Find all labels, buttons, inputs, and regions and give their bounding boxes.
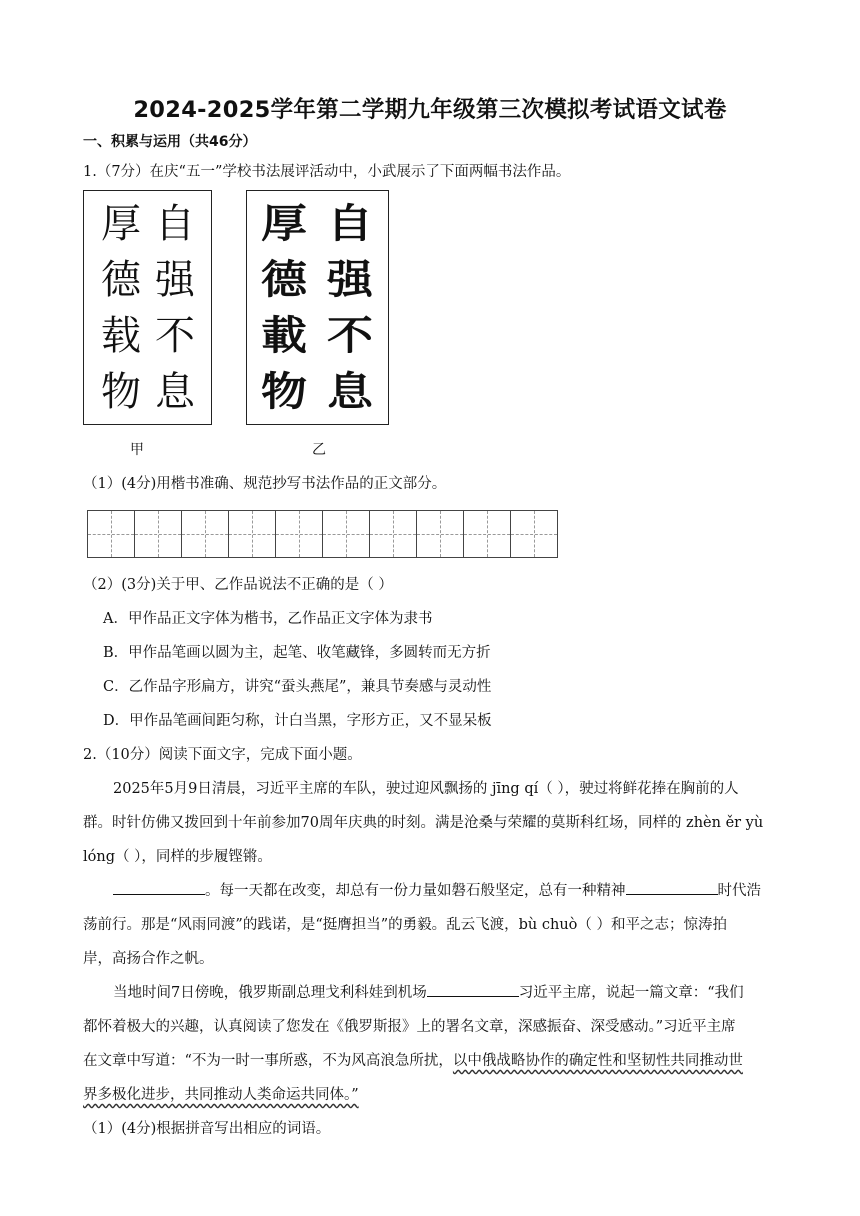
passage-line: 群。时针仿佛又拨回到十年前参加70周年庆典的时刻。满是沧桑与荣耀的莫斯科红场，同样的 zhèn ěr yù xyxy=(83,815,764,831)
passage-line xyxy=(83,1083,359,1104)
grid-cell[interactable] xyxy=(511,510,558,558)
answer-blank[interactable] xyxy=(626,880,718,895)
passage-line: 都怀着极大的兴趣，认真阅读了您发在《俄罗斯报》上的署名文章，深感振奋、深受感动。”习近平主席 xyxy=(83,1019,736,1035)
calligraphy-char: 厚 xyxy=(101,201,141,247)
calligraphy-char: 载 xyxy=(101,313,141,359)
passage-line: 。每一天都在改变，却总有一份力量如磐石般坚定，总有一种精神 时代浩 xyxy=(113,879,761,900)
calligraphy-work-b xyxy=(246,190,389,425)
question-2-sub1: （1）(4分)根据拼音写出相应的词语。 xyxy=(83,1121,331,1137)
answer-blank[interactable] xyxy=(427,982,519,997)
grid-cell[interactable] xyxy=(417,510,464,558)
passage-line: lóng（ ），同样的步履铿锵。 xyxy=(83,849,272,865)
passage-line: 当地时间7日傍晚，俄罗斯副总理戈利科娃到机场 习近平主席，说起一篇文章：“我们 xyxy=(113,981,744,1002)
calligraphy-char: 自 xyxy=(327,201,373,247)
passage-line: 在文章中写道：“不为一时一事所惑，不为风高浪急所扰，以中俄战略协作的确定性和坚韧性共同推动世 xyxy=(83,1053,743,1069)
grid-cell[interactable] xyxy=(323,510,370,558)
calligraphy-char: 强 xyxy=(327,257,373,303)
question-1-stem: 1.（7分）在庆“五一”学校书法展评活动中，小武展示了下面两幅书法作品。 xyxy=(83,164,571,180)
grid-cell[interactable] xyxy=(276,510,323,558)
calligraphy-char: 物 xyxy=(101,369,141,415)
wavy-underlined-text: 界多极化进步，共同推动人类命运共同体。” xyxy=(83,1087,359,1103)
work-b-caption: 乙 xyxy=(312,442,326,458)
work-a-caption: 甲 xyxy=(130,442,144,458)
option-c[interactable]: C．乙作品字形扁方，讲究“蚕头燕尾”，兼具节奏感与灵动性 xyxy=(103,679,492,695)
grid-cell[interactable] xyxy=(135,510,182,558)
wavy-underlined-text: 以中俄战略协作的确定性和坚韧性共同推动世 xyxy=(452,1053,743,1069)
calligraphy-char: 不 xyxy=(155,313,195,359)
calligraphy-char: 不 xyxy=(327,313,373,359)
calligraphy-char: 載 xyxy=(261,313,307,359)
question-1-sub2: （2）(3分)关于甲、乙作品说法不正确的是（ ） xyxy=(83,577,393,593)
passage-line: 2025年5月9日清晨，习近平主席的车队，驶过迎风飘扬的 jīng qí（ ），驶过将鲜花捧在胸前的人 xyxy=(113,781,739,797)
grid-cell[interactable] xyxy=(464,510,511,558)
calligraphy-char: 厚 xyxy=(261,201,307,247)
passage-line: 荡前行。那是“风雨同渡”的践诺，是“挺膺担当”的勇毅。乱云飞渡，bù chuò（ ）和平之志；惊涛拍 xyxy=(83,917,728,933)
grid-cell[interactable] xyxy=(182,510,229,558)
page-title: 2024-2025学年第二学期九年级第三次模拟考试语文试卷 xyxy=(133,97,727,123)
question-1-sub1: （1）(4分)用楷书准确、规范抄写书法作品的正文部分。 xyxy=(83,476,447,492)
calligraphy-work-a xyxy=(83,190,212,425)
answer-blank[interactable] xyxy=(113,880,205,895)
calligraphy-char: 德 xyxy=(261,257,307,303)
grid-cell[interactable] xyxy=(88,510,135,558)
calligraphy-char: 物 xyxy=(261,369,307,415)
question-2-stem: 2.（10分）阅读下面文字，完成下面小题。 xyxy=(83,747,362,763)
section-heading: 一、积累与运用（共46分） xyxy=(83,134,257,150)
calligraphy-char: 德 xyxy=(101,257,141,303)
calligraphy-char: 息 xyxy=(327,369,373,415)
grid-cell[interactable] xyxy=(229,510,276,558)
grid-cell[interactable] xyxy=(370,510,417,558)
calligraphy-char: 自 xyxy=(155,201,195,247)
option-b[interactable]: B．甲作品笔画以圆为主，起笔、收笔藏锋，多圆转而无方折 xyxy=(103,645,491,661)
passage-line: 岸，高扬合作之帆。 xyxy=(83,951,214,967)
option-d[interactable]: D．甲作品笔画间距匀称，计白当黑，字形方正，又不显呆板 xyxy=(103,713,492,729)
calligraphy-char: 息 xyxy=(155,369,195,415)
writing-grid[interactable] xyxy=(87,510,558,558)
calligraphy-char: 强 xyxy=(155,257,195,303)
option-a[interactable]: A．甲作品正文字体为楷书，乙作品正文字体为隶书 xyxy=(103,611,433,627)
